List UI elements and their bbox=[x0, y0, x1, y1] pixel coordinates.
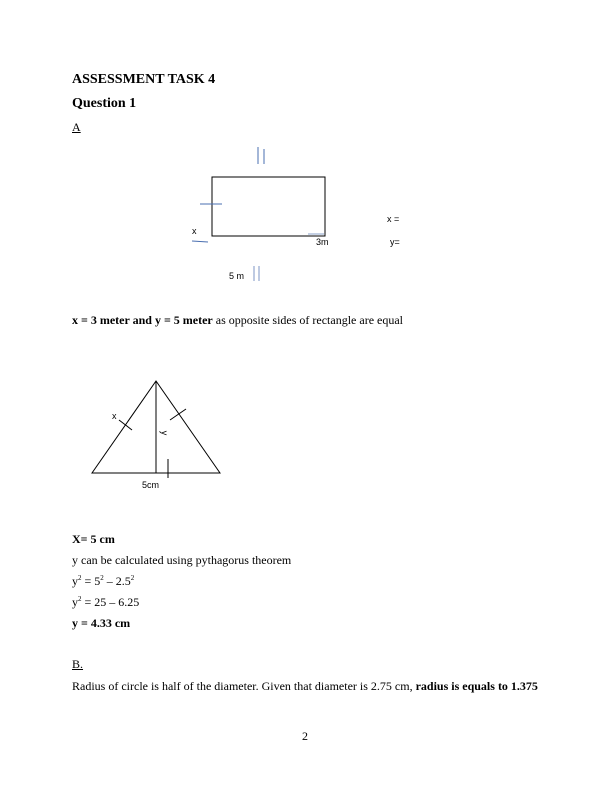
eq1-sup-a: 2 bbox=[78, 574, 82, 582]
rectangle-answer-rest: as opposite sides of rectangle are equal bbox=[212, 313, 404, 327]
eq2-lhs: y bbox=[72, 595, 78, 609]
rect-label-x: x bbox=[192, 226, 197, 236]
question-heading: Question 1 bbox=[72, 96, 137, 111]
triangle-label-y: y bbox=[159, 430, 170, 436]
part-b-bold: radius is equals to 1.375 bbox=[415, 679, 538, 693]
rect-label-3m: 3m bbox=[316, 237, 329, 247]
y-result-bold: y = 4.33 cm bbox=[72, 616, 131, 630]
eq1-mid: = 5 bbox=[81, 574, 101, 588]
equation-2 bbox=[72, 595, 139, 610]
part-a-label: A bbox=[72, 120, 81, 134]
part-b-text bbox=[72, 679, 538, 694]
eq2-rest: = 25 – 6.25 bbox=[81, 595, 140, 609]
part-b-plain: Radius of circle is half of the diameter. Given that diameter is 2.75 cm, bbox=[72, 679, 416, 693]
rect-label-y-eq: y= bbox=[390, 237, 400, 247]
part-b-label: B. bbox=[72, 657, 84, 671]
rect-label-x-eq: x = bbox=[387, 214, 400, 224]
page-number: 2 bbox=[302, 729, 308, 743]
document-title: ASSESSMENT TASK 4 bbox=[72, 72, 216, 87]
eq2-sup: 2 bbox=[78, 595, 82, 603]
equation-1 bbox=[72, 574, 134, 589]
rect-label-5m: 5 m bbox=[229, 271, 245, 281]
eq1-sup-b: 2 bbox=[100, 574, 104, 582]
eq1-mid2: – 2.5 bbox=[103, 574, 131, 588]
triangle-label-x: x bbox=[112, 411, 117, 421]
eq1-lhs: y bbox=[72, 574, 78, 588]
x-value-bold: X= 5 cm bbox=[72, 532, 115, 546]
y-result bbox=[72, 616, 130, 631]
eq1-sup-c: 2 bbox=[130, 574, 135, 582]
triangle-label-base: 5cm bbox=[142, 480, 160, 490]
x-value bbox=[72, 532, 115, 547]
rectangle-answer-bold: x = 3 meter and y = 5 meter bbox=[72, 313, 213, 327]
pythagoras-intro: y can be calculated using pythagorus theorem bbox=[72, 553, 292, 567]
